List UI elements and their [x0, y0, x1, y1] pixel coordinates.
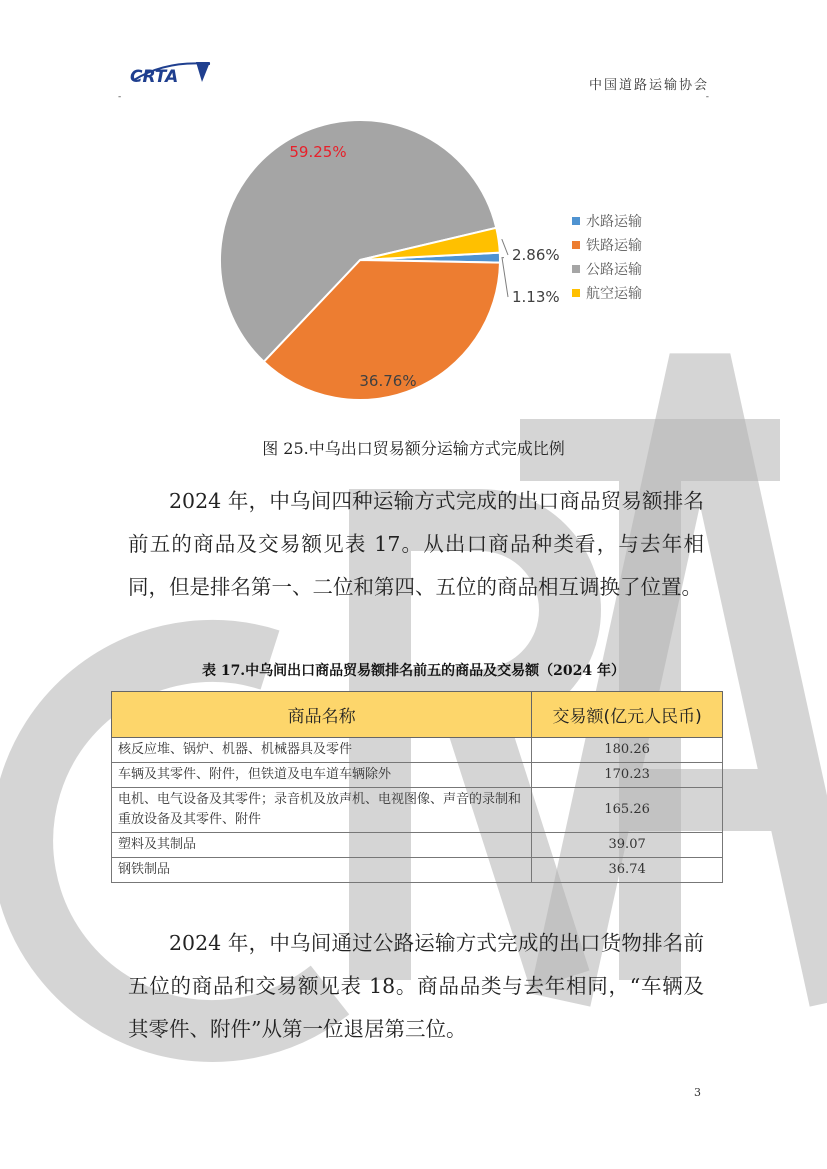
org-name: 中国道路运输协会	[588, 78, 709, 93]
header-right-tick: -	[705, 92, 709, 102]
trade-value: 170.23	[532, 763, 723, 788]
leader-line-4	[502, 240, 508, 255]
data-label-3: 59.25%	[289, 143, 347, 161]
header-trade-value: 交易额(亿元人民币)	[532, 692, 723, 738]
logo-text: CRTA	[130, 67, 179, 87]
legend-swatch-4	[572, 289, 580, 297]
table-row	[112, 788, 723, 833]
goods-name: 车辆及其零件、附件，但铁道及电车道车辆除外	[112, 763, 532, 788]
trade-value: 165.26	[532, 788, 723, 833]
pie-chart	[200, 110, 680, 410]
table-row	[112, 858, 723, 883]
trade-value: 39.07	[532, 833, 723, 858]
table-header-row	[112, 692, 723, 738]
header-goods-name: 商品名称	[112, 692, 532, 738]
goods-name: 电机、电气设备及其零件；录音机及放声机、电视图像、声音的录制和重放设备及其零件、附件	[112, 788, 532, 833]
data-label-2: 36.76%	[359, 372, 417, 390]
legend-swatch-3	[572, 265, 580, 273]
data-label-1: 1.13%	[512, 288, 560, 306]
table-title: 表 17.中乌间出口商品贸易额排名前五的商品及交易额（2024 年）	[201, 663, 626, 679]
legend-swatch-2	[572, 241, 580, 249]
table-row	[112, 763, 723, 788]
goods-name: 核反应堆、锅炉、机器、机械器具及零件	[112, 738, 532, 763]
goods-name: 塑料及其制品	[112, 833, 532, 858]
leader-line-1	[502, 258, 508, 297]
legend-swatch-1	[572, 217, 580, 225]
table-row	[112, 833, 723, 858]
legend-label-1: 水路运输	[586, 214, 642, 230]
paragraph-2: 2024 年，中乌间通过公路运输方式完成的出口货物排名前五位的商品和交易额见表 18。商品品类与去年相同，“车辆及其零件、附件”从第一位退居第三位。	[128, 931, 704, 1041]
legend-label-3: 公路运输	[586, 262, 642, 278]
crta-logo	[126, 58, 212, 88]
figure-caption: 图 25.中乌出口贸易额分运输方式完成比例	[262, 439, 565, 458]
trade-value: 180.26	[532, 738, 723, 763]
legend-label-4: 航空运输	[586, 286, 642, 302]
trade-value: 36.74	[532, 858, 723, 883]
page-number: 3	[694, 1086, 701, 1099]
goods-name: 钢铁制品	[112, 858, 532, 883]
data-label-4: 2.86%	[512, 246, 560, 264]
goods-table	[111, 691, 723, 883]
legend-label-2: 铁路运输	[586, 238, 642, 254]
paragraph-1: 2024 年，中乌间四种运输方式完成的出口商品贸易额排名前五的商品及交易额见表 17。从出口商品种类看，与去年相同，但是排名第一、二位和第四、五位的商品相互调换了位置。	[128, 489, 704, 599]
header-left-tick: -	[118, 92, 122, 102]
table-row	[112, 738, 723, 763]
